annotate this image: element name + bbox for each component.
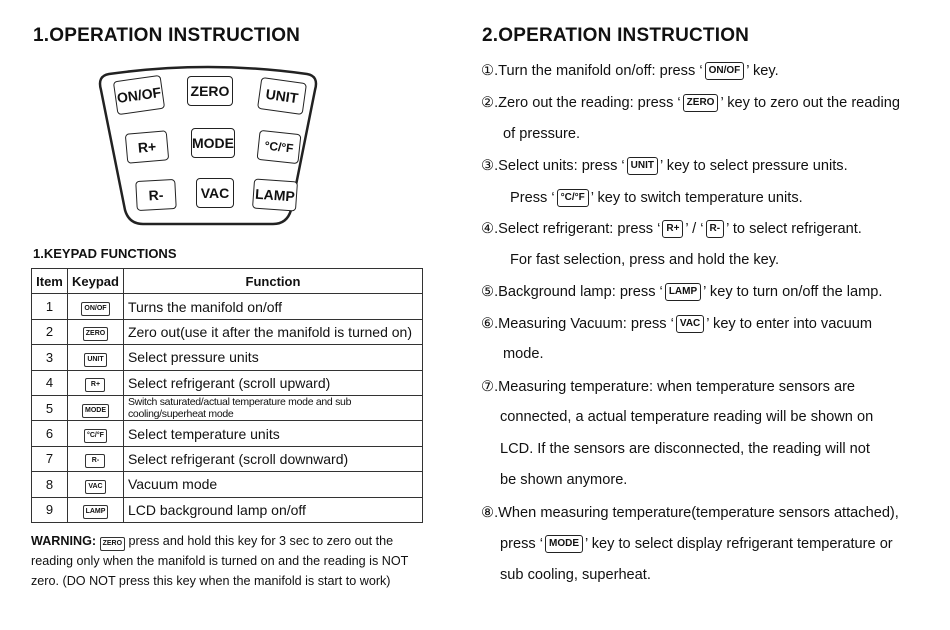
right-section-title: 2.OPERATION INSTRUCTION [482,25,750,46]
row-item: 6 [32,421,68,446]
step-5: ⑤.Background lamp: press ‘ LAMP ’ key to turn on/off the lamp. [481,284,883,300]
warning-note [31,531,431,591]
onoff-key-icon: ON/OF [705,62,745,80]
row-item: 9 [32,497,68,522]
keypad-key-r-minus: R- [135,179,177,211]
table-header-row [32,269,423,294]
mini-key-icon: LAMP [83,505,109,519]
row-function: Select refrigerant (scroll downward) [123,446,422,471]
step-1: ①.Turn the manifold on/off: press ‘ ON/OF ’ key. [481,63,779,79]
table-row [32,294,423,319]
mini-key-icon: ON/OF [81,302,109,316]
mini-key-icon: ZERO [83,327,108,341]
row-function: Select temperature units [123,421,422,446]
step-6: ⑥.Measuring Vacuum: press ‘ VAC ’ key to enter into vacuum [481,316,873,332]
temp-unit-key-icon: °C/°F [557,189,589,207]
row-function: LCD background lamp on/off [123,497,422,522]
vac-key-icon: VAC [676,315,704,333]
step-8: ⑧.When measuring temperature(temperature sensors attached), [481,505,899,521]
zero-key-icon: ZERO [100,537,125,551]
row-function: Vacuum mode [123,472,422,497]
table-row [32,497,423,522]
keypad-key-zero: ZERO [187,76,233,106]
row-function: Switch saturated/actual temperature mode and sub cooling/superheat mode [123,395,422,420]
step-7-cont-3: be shown anymore. [500,472,628,488]
table-header-function: Function [123,269,422,294]
r-plus-key-icon: R+ [662,220,683,238]
keypad-functions-table [31,268,423,523]
row-item: 5 [32,395,68,420]
row-function: Select pressure units [123,345,422,370]
step-6-cont: mode. [503,346,544,362]
keypad-key-unit: UNIT [257,77,307,115]
mode-key-icon: MODE [545,535,583,553]
mini-key-icon: R- [85,454,105,468]
step-7-cont-2: LCD. If the sensors are disconnected, the reading will not [500,441,870,457]
table-row [32,446,423,471]
table-row [32,345,423,370]
step-7: ⑦.Measuring temperature: when temperature sensors are [481,379,856,395]
keypad-illustration [95,64,321,228]
left-section-title: 1.OPERATION INSTRUCTION [33,25,301,46]
table-row [32,395,423,420]
keypad-key-lamp: LAMP [252,179,298,212]
r-minus-key-icon: R- [706,220,725,238]
step-4: ④.Select refrigerant: press ‘ R+ ’ / ‘ R- ’ to select refrigerant. [481,221,862,237]
mini-key-icon: °C/°F [84,429,107,443]
zero-key-icon: ZERO [683,94,719,112]
table-row [32,319,423,344]
row-item: 1 [32,294,68,319]
keypad-key-mode: MODE [191,128,235,158]
table-header-keypad: Keypad [68,269,124,294]
step-8-cont-2: sub cooling, superheat. [500,567,651,583]
row-item: 3 [32,345,68,370]
lamp-key-icon: LAMP [665,283,701,301]
warning-text-1: press and hold this key for 3 sec to zero out the [128,534,394,548]
warning-line-1 [31,531,431,551]
row-item: 8 [32,472,68,497]
keypad-key-onoff: ON/OF [113,75,165,115]
step-3: ③.Select units: press ‘ UNIT ’ key to select pressure units. [481,158,848,174]
step-8-cont-1: press ‘ MODE ’ key to select display refrigerant temperature or [500,535,893,552]
step-7-cont-1: connected, a actual temperature reading will be shown on [500,409,874,425]
table-header-item: Item [32,269,68,294]
step-2: ②.Zero out the reading: press ‘ ZERO ’ key to zero out the reading [481,95,901,111]
unit-key-icon: UNIT [627,157,658,175]
mini-key-icon: VAC [85,480,105,494]
keypad-key-vac: VAC [196,178,234,208]
warning-label: WARNING: [31,534,97,548]
step-2-cont: of pressure. [503,126,581,142]
table-row [32,421,423,446]
mini-key-icon: MODE [82,404,109,418]
step-3-cont: Press ‘ °C/°F ’ key to switch temperature units. [510,189,803,206]
row-function: Turns the manifold on/off [123,294,422,319]
table-row [32,370,423,395]
keypad-functions-title: 1.KEYPAD FUNCTIONS [33,246,177,261]
keypad-key-temp-unit: °C/°F [257,130,302,164]
mini-key-icon: R+ [85,378,105,392]
step-4-cont: For fast selection, press and hold the key. [510,252,780,268]
mini-key-icon: UNIT [84,353,106,367]
keypad-key-r-plus: R+ [125,130,169,164]
row-item: 4 [32,370,68,395]
row-function: Select refrigerant (scroll upward) [123,370,422,395]
warning-text-3: zero. (DO NOT press this key when the manifold is start to work) [31,574,391,588]
table-row [32,472,423,497]
row-item: 7 [32,446,68,471]
warning-text-2: reading only when the manifold is turned on and the reading is NOT [31,554,409,568]
row-function: Zero out(use it after the manifold is turned on) [123,319,422,344]
row-item: 2 [32,319,68,344]
